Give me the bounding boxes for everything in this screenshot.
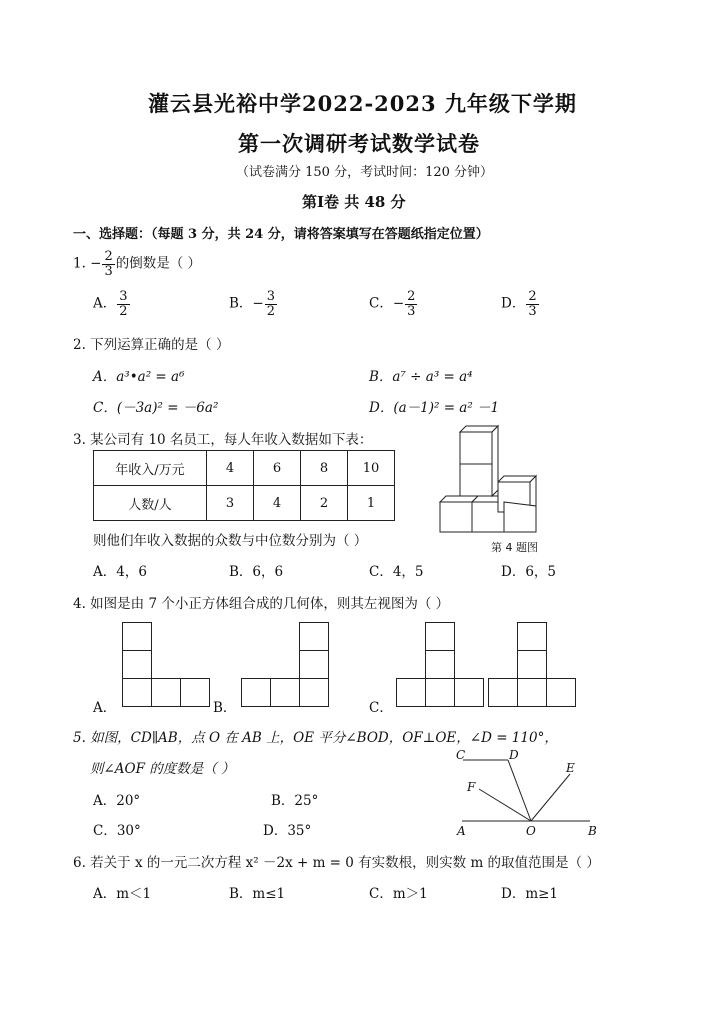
volume-heading: 第Ⅰ卷 共 48 分 [302,193,406,211]
q3-stem: 3. 某公司有 10 名员工，每人年收入数据如下表： [73,432,373,448]
option-label: B． [229,295,253,312]
exam-title-line1: 灌云县光裕中学2022-2023 九年级下学期 [148,91,577,116]
frac-num: 2 [407,289,416,304]
q2-stem: 2. 下列运算正确的是（ ） [73,337,230,353]
cube-block [498,482,536,532]
income-table [93,450,395,521]
option-fraction [526,290,538,318]
point-d-label: D [509,748,519,762]
exam-title-line2: 第一次调研考试数学试卷 [238,131,480,156]
q6-option-c[interactable]: C．m＞1 [369,886,428,902]
point-f-label: F [467,780,476,794]
point-e-label: E [566,761,575,775]
q1-frac-num: 2 [104,249,113,264]
option-sign: − [392,295,405,312]
exam-subtitle: （试卷满分 150 分，考试时间：120 分钟） [236,165,494,180]
q1-stem [73,250,201,278]
q1-frac-den: 3 [104,263,113,279]
angle-figure [452,744,602,839]
q4-stem: 4. 如图是由 7 个小正方体组合成的几何体，则其左视图为（ ） [73,596,450,612]
point-b-label: B [588,824,597,838]
q1-option-c[interactable] [369,290,418,318]
frac-num: 2 [528,289,537,304]
q3-option-c[interactable]: C．4，5 [369,564,424,580]
q4-option-a-view[interactable] [122,622,212,708]
frac-num: 3 [119,289,128,304]
table-cell: 4 [207,451,254,486]
q1-option-b[interactable] [229,290,278,318]
figure-caption: 第 4 题图 [491,541,538,554]
q1-suffix: 的倒数是（ ） [115,255,202,272]
q5-stem2: 则∠AOF 的度数是（ ） [90,761,235,777]
option-fraction [405,290,417,318]
q1-fraction [102,250,114,278]
q5-option-d[interactable]: D．35° [263,823,312,839]
table-cell: 6 [254,451,301,486]
frac-den: 3 [407,303,416,319]
q5-option-c[interactable]: C．30° [93,823,141,839]
frac-den: 2 [266,303,276,319]
q3-option-a[interactable]: A．4，6 [93,564,147,580]
table-cell: 2 [301,486,348,521]
q4-option-b-view[interactable] [241,622,331,708]
q5-option-b[interactable]: B．25° [271,793,319,809]
frac-den: 3 [528,303,537,319]
line-od [508,760,531,821]
q5-option-a[interactable]: A．20° [93,793,141,809]
q2-option-c[interactable]: C．(－3a)² = －6a² [93,400,219,416]
table-cell: 1 [348,486,395,521]
line-of [479,789,531,821]
option-label: A． [93,295,117,312]
option-fraction [265,290,277,318]
q4-label-b[interactable]: B． [213,700,237,716]
q6-stem: 6. 若关于 x 的一元二次方程 x² －2x + m = 0 有实数根，则实数 m 的取值范围是（ ） [73,855,600,871]
q6-option-a[interactable]: A．m＜1 [93,886,152,902]
q4-option-c-view[interactable] [396,622,486,708]
frac-den: 2 [119,303,128,319]
q5-stem: 5. 如图，CD∥AB，点 O 在 AB 上，OE 平分∠BOD，OF⊥OE，∠D = 110°， [73,730,558,746]
table-cell: 3 [207,486,254,521]
q1-option-a[interactable] [93,290,131,318]
q4-option-d-view[interactable] [488,622,578,708]
q2-option-b[interactable]: B．a⁷ ÷ a³ = a⁴ [369,369,473,385]
q1-prefix: 1. − [73,255,102,272]
section-heading: 一、选择题：（每题 3 分，共 24 分，请将答案填写在答题纸指定位置） [73,227,489,242]
q2-option-a[interactable]: A．a³•a² = a⁶ [93,369,185,385]
table-row [94,451,395,486]
cube-block [460,426,498,496]
q6-option-b[interactable]: B．m≤1 [229,886,286,902]
q2-option-d[interactable]: D．(a－1)² = a² －1 [369,400,500,416]
option-label: C． [369,295,393,312]
line-oe [531,774,570,821]
table-cell: 人数/人 [94,486,207,521]
table-row [94,486,395,521]
q3-option-d[interactable]: D．6，5 [501,564,557,580]
option-fraction [117,290,129,318]
table-cell: 8 [301,451,348,486]
q1-option-d[interactable] [501,290,540,318]
q4-label-c[interactable]: C． [369,700,393,716]
q6-option-d[interactable]: D．m≥1 [501,886,559,902]
table-cell: 年收入/万元 [94,451,207,486]
table-cell: 4 [254,486,301,521]
point-a-label: A [457,824,466,838]
frac-num: 3 [266,289,276,304]
q3-option-b[interactable]: B．6，6 [229,564,284,580]
table-cell: 10 [348,451,395,486]
cube-figure [436,424,546,536]
point-c-label: C [456,748,466,762]
q4-label-a[interactable]: A． [93,700,117,716]
q3-question: 则他们年收入数据的众数与中位数分别为（ ） [93,533,368,549]
option-sign: − [252,295,264,312]
point-o-label: O [526,824,536,838]
option-label: D． [501,295,526,312]
